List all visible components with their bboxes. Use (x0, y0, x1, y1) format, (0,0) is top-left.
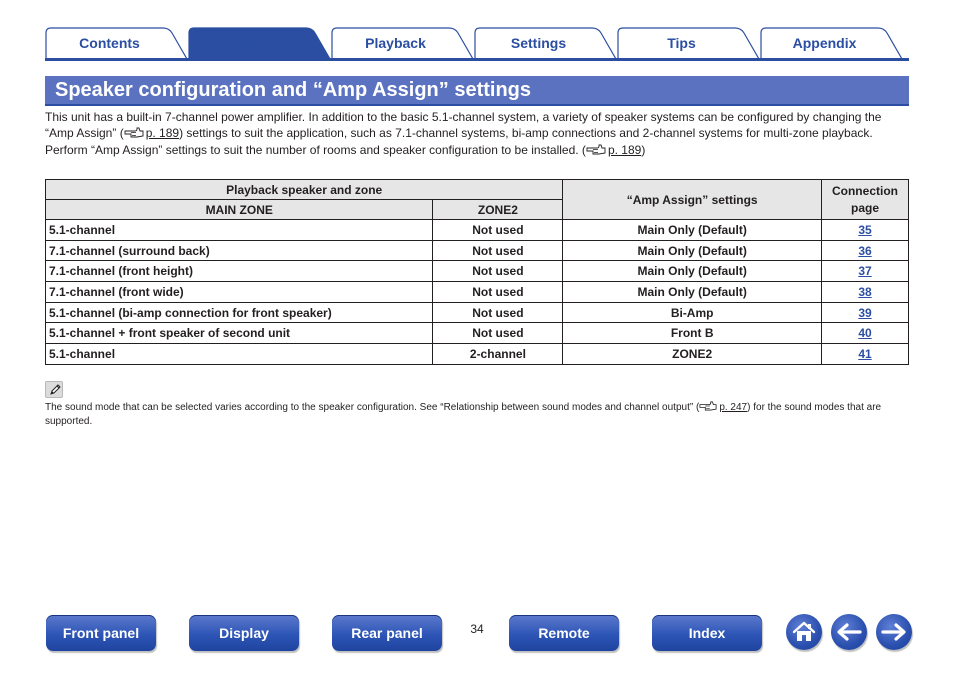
page-ref-link[interactable] (124, 126, 179, 140)
cell-zone2: Not used (433, 240, 563, 261)
page-link[interactable]: 37 (858, 264, 872, 279)
tab-baseline (45, 58, 909, 61)
cell-main-zone: 5.1-channel (46, 220, 433, 241)
intro-p1-text-a: This unit has a built-in 7-channel power amplifier. In addition to the basic 5.1-channel system, a variety of speaker systems can be configured by changing the “Amp Assign” ( (45, 110, 882, 140)
header-zone2: ZONE2 (433, 200, 563, 220)
cell-zone2: 2-channel (433, 344, 563, 365)
page-link[interactable]: 36 (858, 243, 872, 258)
tab-settings[interactable] (474, 27, 617, 59)
tab-connections[interactable] (188, 27, 331, 59)
pointing-hand-icon (124, 127, 144, 138)
page-link[interactable]: 40 (858, 326, 872, 341)
header-connection-page: Connection page (821, 180, 908, 220)
tab-contents[interactable] (45, 27, 188, 59)
page-ref-text: p. 247 (719, 402, 748, 413)
page-link[interactable]: 41 (858, 346, 872, 361)
section-title-bar (45, 76, 909, 106)
cell-amp-assign: Main Only (Default) (563, 240, 822, 261)
intro-text (45, 110, 911, 161)
tab-tips-label: Tips (667, 35, 696, 51)
front-panel-button[interactable]: Front panel (46, 615, 156, 651)
cell-page (821, 220, 908, 241)
note-text (45, 401, 911, 429)
cell-zone2: Not used (433, 323, 563, 344)
arrow-left-icon (836, 622, 862, 642)
cell-zone2: Not used (433, 302, 563, 323)
intro-paragraph-1 (45, 110, 911, 141)
page-link[interactable]: 39 (858, 305, 872, 320)
header-playback-speaker-zone: Playback speaker and zone (46, 180, 563, 200)
page-ref-link[interactable] (699, 402, 747, 413)
table-row (46, 344, 909, 365)
pencil-icon (45, 381, 63, 398)
tab-appendix-label: Appendix (792, 35, 857, 51)
home-icon (792, 621, 816, 643)
remote-button[interactable]: Remote (509, 615, 619, 651)
pointing-hand-icon (586, 144, 606, 155)
page-link[interactable]: 38 (858, 284, 872, 299)
cell-page (821, 323, 908, 344)
back-button[interactable] (831, 614, 867, 650)
cell-page (821, 302, 908, 323)
cell-main-zone: 7.1-channel (front height) (46, 261, 433, 282)
intro-p2-text-a: Perform “Amp Assign” settings to suit the number of rooms and speaker configuration to be installed. ( (45, 143, 586, 157)
cell-zone2: Not used (433, 282, 563, 303)
cell-zone2: Not used (433, 261, 563, 282)
index-button[interactable]: Index (652, 615, 762, 651)
tab-settings-label: Settings (510, 35, 567, 51)
cell-amp-assign: Main Only (Default) (563, 282, 822, 303)
tab-contents-label: Contents (79, 35, 140, 51)
forward-button[interactable] (876, 614, 912, 650)
top-tab-bar (45, 27, 909, 61)
home-button[interactable] (786, 614, 822, 650)
page-ref-text: p. 189 (145, 125, 180, 140)
cell-main-zone: 5.1-channel + front speaker of second unit (46, 323, 433, 344)
page-ref-link[interactable] (586, 143, 641, 157)
page-number: 34 (470, 622, 484, 636)
table-row (46, 220, 909, 241)
cell-amp-assign: Main Only (Default) (563, 220, 822, 241)
rear-panel-button[interactable]: Rear panel (332, 615, 442, 651)
intro-p2-text-b: ) (641, 143, 646, 157)
page-title: Speaker configuration and “Amp Assign” settings (55, 78, 531, 101)
table-row (46, 240, 909, 261)
cell-main-zone: 7.1-channel (surround back) (46, 240, 433, 261)
intro-p1-text-b: ) settings to suit the application, such as 7.1-channel systems, bi-amp connections and 2-channel systems for multi-zone playback. (179, 125, 873, 140)
amp-assign-table (45, 179, 909, 365)
header-amp-assign: “Amp Assign” settings (563, 180, 822, 220)
page-ref-text: p. 189 (607, 143, 642, 157)
cell-main-zone: 5.1-channel (46, 344, 433, 365)
cell-page (821, 344, 908, 365)
tab-appendix[interactable] (760, 27, 903, 59)
tab-connections-label: Connections (210, 35, 295, 51)
cell-amp-assign: Bi-Amp (563, 302, 822, 323)
pointing-hand-icon (699, 401, 717, 411)
page-link[interactable]: 35 (858, 222, 872, 237)
cell-page (821, 282, 908, 303)
cell-page (821, 240, 908, 261)
cell-zone2: Not used (433, 220, 563, 241)
cell-main-zone: 7.1-channel (front wide) (46, 282, 433, 303)
note-text-b: ) for the sound modes that are supported. (45, 402, 882, 427)
header-main-zone: MAIN ZONE (46, 200, 433, 220)
table-row (46, 261, 909, 282)
tab-playback-label: Playback (365, 35, 426, 51)
display-button[interactable]: Display (189, 615, 299, 651)
arrow-right-icon (881, 622, 907, 642)
table-row (46, 302, 909, 323)
tab-playback[interactable] (331, 27, 474, 59)
intro-paragraph-2 (45, 143, 911, 159)
table-row (46, 282, 909, 303)
cell-main-zone: 5.1-channel (bi-amp connection for front speaker) (46, 302, 433, 323)
cell-amp-assign: Front B (563, 323, 822, 344)
cell-amp-assign: ZONE2 (563, 344, 822, 365)
cell-page (821, 261, 908, 282)
note-text-a: The sound mode that can be selected varies according to the speaker configuration. See “Relationship between sound modes and channel output” ( (45, 402, 700, 413)
tab-tips[interactable] (617, 27, 760, 59)
table-row (46, 323, 909, 344)
cell-amp-assign: Main Only (Default) (563, 261, 822, 282)
